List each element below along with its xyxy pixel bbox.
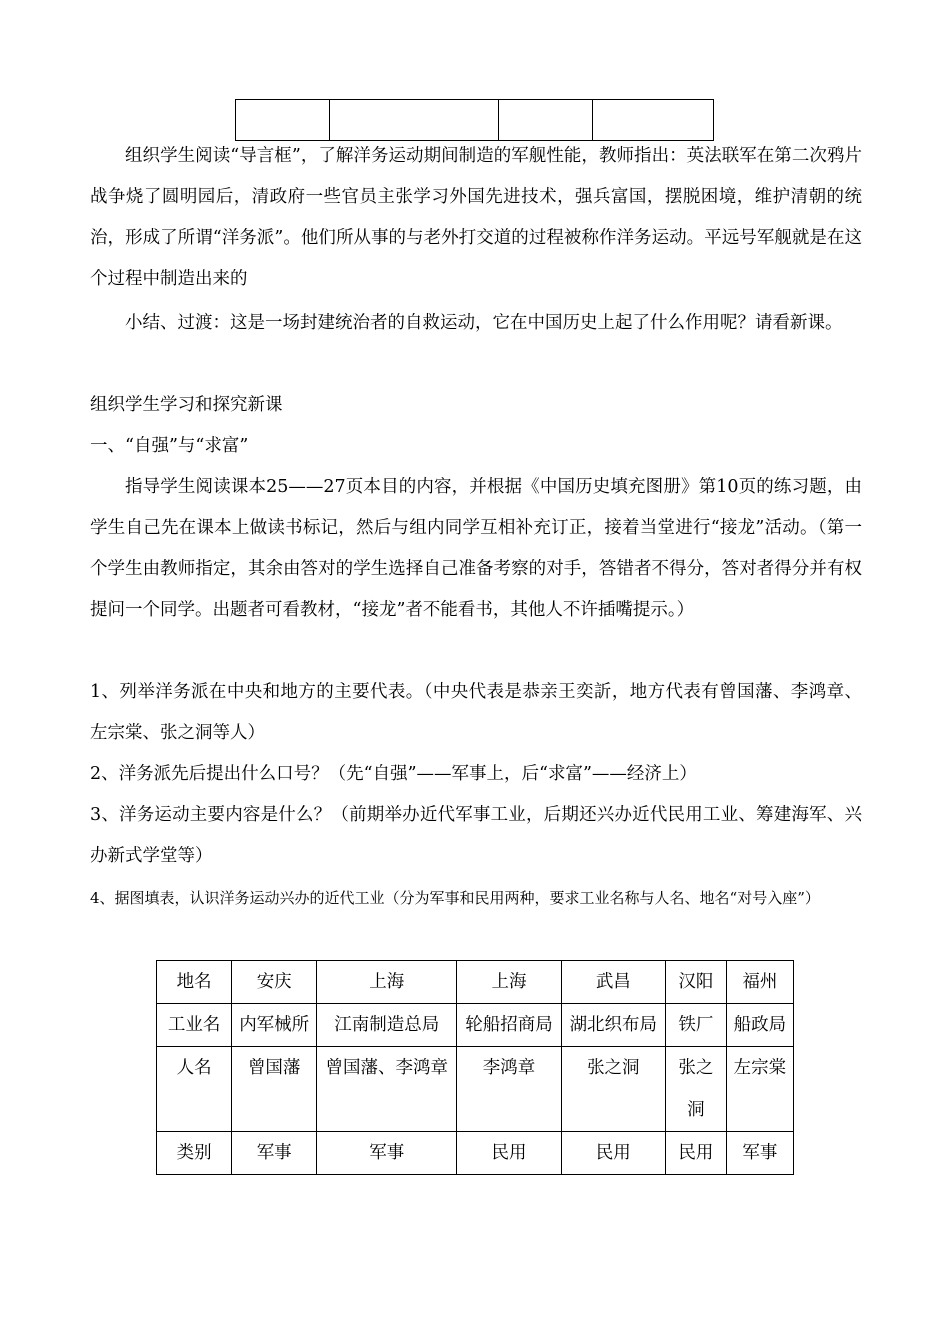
table-cell: 内军械所 (232, 1004, 317, 1047)
table-cell: 曾国藩、李鸿章 (317, 1047, 457, 1132)
table-cell: 江南制造总局 (317, 1004, 457, 1047)
table-cell: 武昌 (561, 961, 665, 1004)
table-cell: 民用 (665, 1132, 726, 1175)
table-cell: 民用 (457, 1132, 561, 1175)
table-cell: 李鸿章 (457, 1047, 561, 1132)
paragraph-guide: 指导学生阅读课本25——27页本目的内容，并根据《中国历史填充图册》第10页的练习题，由学生自己先在课本上做读书标记，然后与组内同学互相补充订正，接着当堂进行“接龙”活动。（第一个学生由教师指定，其余由答对的学生选择自己准备考察的对手，答错者不得分，答对者得分并有权提问一个同学。出题者可看教材，“接龙”者不能看书，其他人不许插嘴提示。） (90, 477, 862, 620)
table-cell: 张之洞 (665, 1047, 726, 1132)
table-cell: 人名 (157, 1047, 232, 1132)
question-1: 1、列举洋务派在中央和地方的主要代表。（中央代表是恭亲王奕訢，地方代表有曾国藩、李鸿章、左宗棠、张之洞等人） (90, 682, 862, 743)
paragraph-summary: 小结、过渡：这是一场封建统治者的自救运动，它在中国历史上起了什么作用呢？请看新课。 (125, 313, 843, 333)
table-cell: 张之洞 (561, 1047, 665, 1132)
table-cell: 曾国藩 (232, 1047, 317, 1132)
table-cell: 轮船招商局 (457, 1004, 561, 1047)
table-cell: 铁厂 (665, 1004, 726, 1047)
table-cell: 工业名 (157, 1004, 232, 1047)
table-cell: 湖北织布局 (561, 1004, 665, 1047)
table-cell: 安庆 (232, 961, 317, 1004)
paragraph-intro: 组织学生阅读“导言框”，了解洋务运动期间制造的军舰性能，教师指出：英法联军在第二次鸦片战争烧了圆明园后，清政府一些官员主张学习外国先进技术，强兵富国，摆脱困境，维护清朝的统治，形成了所谓“洋务派”。他们所从事的与老外打交道的过程被称作洋务运动。平远号军舰就是在这个过程中制造出来的 (90, 146, 862, 289)
table-cell: 左宗棠 (726, 1047, 793, 1132)
table-cell: 军事 (232, 1132, 317, 1175)
table-row (157, 1132, 794, 1175)
section-heading: 一、“自强”与“求富” (90, 436, 249, 456)
table-row (157, 961, 794, 1004)
table-cell: 类别 (157, 1132, 232, 1175)
table-row (157, 1047, 794, 1132)
question-4: 4、据图填表，认识洋务运动兴办的近代工业（分为军事和民用两种，要求工业名称与人名、地名“对号入座”） (90, 889, 820, 907)
table-cell (499, 100, 593, 141)
table-cell: 福州 (726, 961, 793, 1004)
table-cell: 汉阳 (665, 961, 726, 1004)
question-2: 2、洋务派先后提出什么口号？（先“自强”——军事上，后“求富”——经济上） (90, 764, 697, 784)
table-row (157, 1004, 794, 1047)
table-row (236, 100, 714, 141)
table-cell: 地名 (157, 961, 232, 1004)
table-cell: 军事 (726, 1132, 793, 1175)
top-empty-table (235, 99, 714, 141)
question-3: 3、洋务运动主要内容是什么？（前期举办近代军事工业，后期还兴办近代民用工业、筹建海军、兴办新式学堂等） (90, 805, 862, 866)
table-cell (236, 100, 330, 141)
industry-table (156, 960, 794, 1175)
table-cell (330, 100, 499, 141)
table-cell: 民用 (561, 1132, 665, 1175)
table-cell: 军事 (317, 1132, 457, 1175)
paragraph-new-lesson: 组织学生学习和探究新课 (90, 395, 283, 415)
table-cell (593, 100, 714, 141)
table-cell: 上海 (457, 961, 561, 1004)
table-cell: 船政局 (726, 1004, 793, 1047)
table-cell: 上海 (317, 961, 457, 1004)
